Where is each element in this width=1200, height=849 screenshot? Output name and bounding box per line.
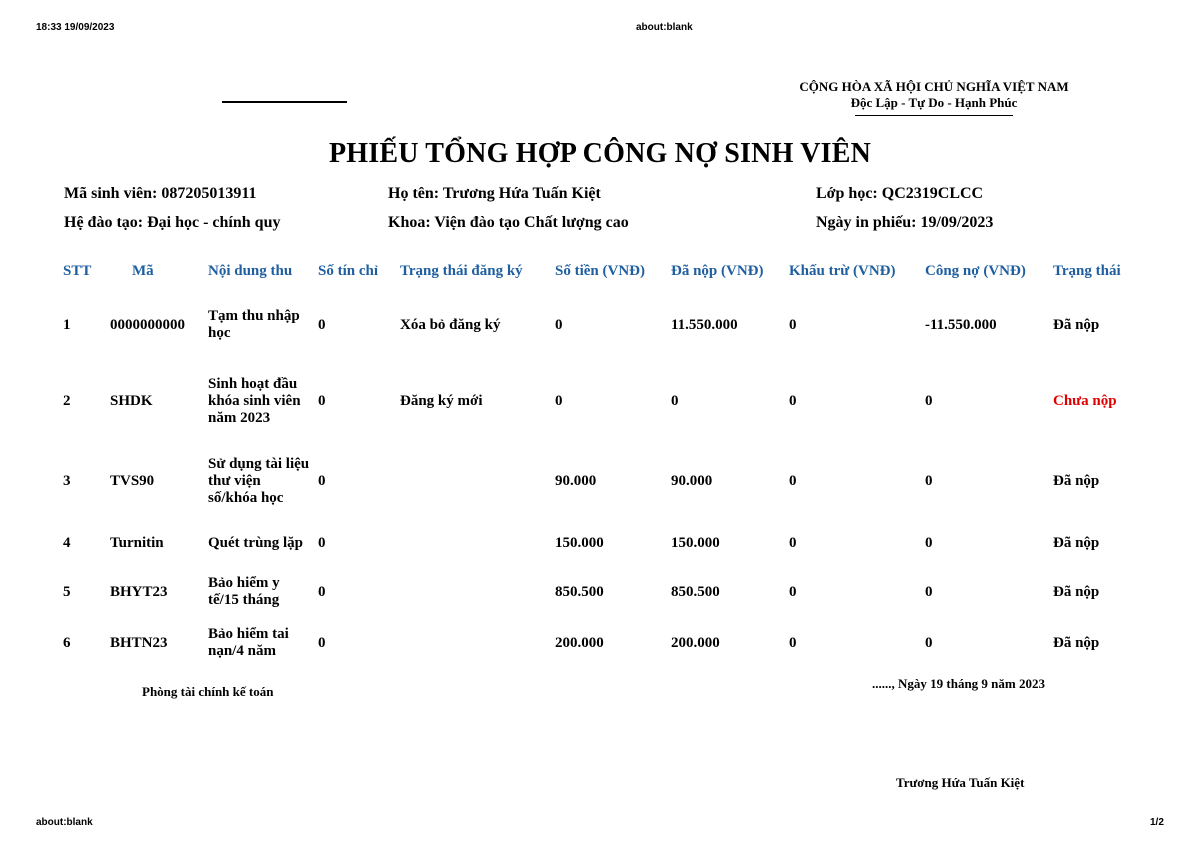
national-header [774,79,1094,116]
cell-deduction: 0 [789,316,797,333]
debt-table [59,252,1139,668]
footer-page-number: 1/2 [1150,817,1164,828]
national-header-line2: Độc Lập - Tự Do - Hạnh Phúc [850,95,1018,110]
cell-debt: -11.550.000 [925,316,997,333]
cell-credits: 0 [318,534,326,551]
cell-debt: 0 [925,634,933,651]
cell-registration-status [396,442,551,520]
cell-code: BHYT23 [110,583,168,600]
cell-credits: 0 [318,634,326,651]
cell-status: Đã nộp [1053,316,1100,333]
cell-amount: 90.000 [555,472,597,489]
cell-deduction: 0 [789,472,797,489]
cell-amount: 200.000 [555,634,604,651]
header-description: Nội dung thu [208,262,293,279]
cell-status: Đã nộp [1053,583,1100,600]
cell-credits: 0 [318,583,326,600]
cell-status: Đã nộp [1053,472,1100,489]
header-credits: Số tín chỉ [318,262,379,279]
cell-registration-status [396,618,551,668]
cell-description: Sinh hoạt đầu khóa sinh viên năm 2023 [208,375,301,426]
cell-debt: 0 [925,534,933,551]
cell-credits: 0 [318,472,326,489]
cell-credits: 0 [318,316,326,333]
table-row [59,442,1139,520]
cell-code: TVS90 [110,472,155,489]
cell-code: SHDK [110,392,153,409]
cell-status: Đã nộp [1053,634,1100,651]
cell-amount: 0 [555,392,563,409]
cell-stt: 4 [63,534,71,551]
cell-paid: 11.550.000 [671,316,738,333]
cell-description: Bảo hiểm y tế/15 tháng [208,575,280,608]
cell-status: Đã nộp [1053,534,1100,551]
cell-stt: 5 [63,583,71,600]
header-amount: Số tiền (VNĐ) [555,262,645,279]
national-header-underline [855,115,1013,116]
cell-debt: 0 [925,583,933,600]
cell-deduction: 0 [789,534,797,551]
header-paid: Đã nộp (VNĐ) [671,262,764,279]
header-deduction: Khấu trừ (VNĐ) [789,262,896,279]
department-label: Phòng tài chính kế toán [142,684,274,699]
national-header-line1: CỘNG HÒA XÃ HỘI CHỦ NGHĨA VIỆT NAM [799,79,1069,94]
cell-paid: 0 [671,392,679,409]
student-id: Mã sinh viên: 087205013911 [64,185,257,202]
cell-registration-status: Xóa bỏ đăng ký [400,316,501,333]
cell-amount: 0 [555,316,563,333]
cell-deduction: 0 [789,392,797,409]
signer-name: Trương Hứa Tuấn Kiệt [896,775,1025,790]
print-date: Ngày in phiếu: 19/09/2023 [816,214,994,231]
footer-page-url: about:blank [36,817,93,828]
table-row [59,566,1139,618]
cell-description: Sử dụng tài liệu thư viện số/khóa học [208,455,310,506]
cell-deduction: 0 [789,634,797,651]
cell-stt: 6 [63,634,71,651]
header-registration-status: Trạng thái đăng ký [400,262,523,279]
print-page-url: about:blank [636,22,693,33]
cell-paid: 850.500 [671,583,720,600]
cell-debt: 0 [925,472,933,489]
header-debt: Công nợ (VNĐ) [925,262,1026,279]
cell-amount: 150.000 [555,534,604,551]
cell-registration-status: Đăng ký mới [400,392,483,409]
student-faculty: Khoa: Viện đào tạo Chất lượng cao [388,214,629,231]
signature-date-line: ......, Ngày 19 tháng 9 năm 2023 [872,676,1045,691]
cell-paid: 150.000 [671,534,720,551]
cell-registration-status [396,566,551,618]
cell-credits: 0 [318,392,326,409]
cell-amount: 850.500 [555,583,604,600]
print-datetime: 18:33 19/09/2023 [36,22,115,33]
cell-deduction: 0 [789,583,797,600]
header-status: Trạng thái [1053,262,1121,279]
cell-status: Chưa nộp [1053,392,1117,409]
header-code: Mã [132,262,154,279]
student-program: Hệ đào tạo: Đại học - chính quy [64,214,281,231]
table-row [59,618,1139,668]
cell-debt: 0 [925,392,933,409]
document-title: PHIẾU TỔNG HỢP CÔNG NỢ SINH VIÊN [328,138,872,169]
table-header-row [59,252,1139,290]
cell-code: 0000000000 [110,316,185,333]
institution-underline [222,101,347,103]
cell-stt: 2 [63,392,71,409]
cell-paid: 200.000 [671,634,720,651]
table-row [59,290,1139,360]
cell-stt: 3 [63,472,71,489]
table-row [59,360,1139,442]
cell-description: Bảo hiểm tai nạn/4 năm [208,626,289,659]
student-name: Họ tên: Trương Hứa Tuấn Kiệt [388,185,601,202]
cell-code: BHTN23 [110,634,168,651]
cell-code: Turnitin [110,534,164,551]
student-class: Lớp học: QC2319CLCC [816,185,984,202]
table-row [59,520,1139,566]
cell-description: Tạm thu nhập học [208,308,300,341]
cell-stt: 1 [63,316,71,333]
cell-paid: 90.000 [671,472,713,489]
cell-registration-status [396,520,551,566]
header-stt: STT [63,262,92,279]
cell-description: Quét trùng lặp [208,534,304,551]
